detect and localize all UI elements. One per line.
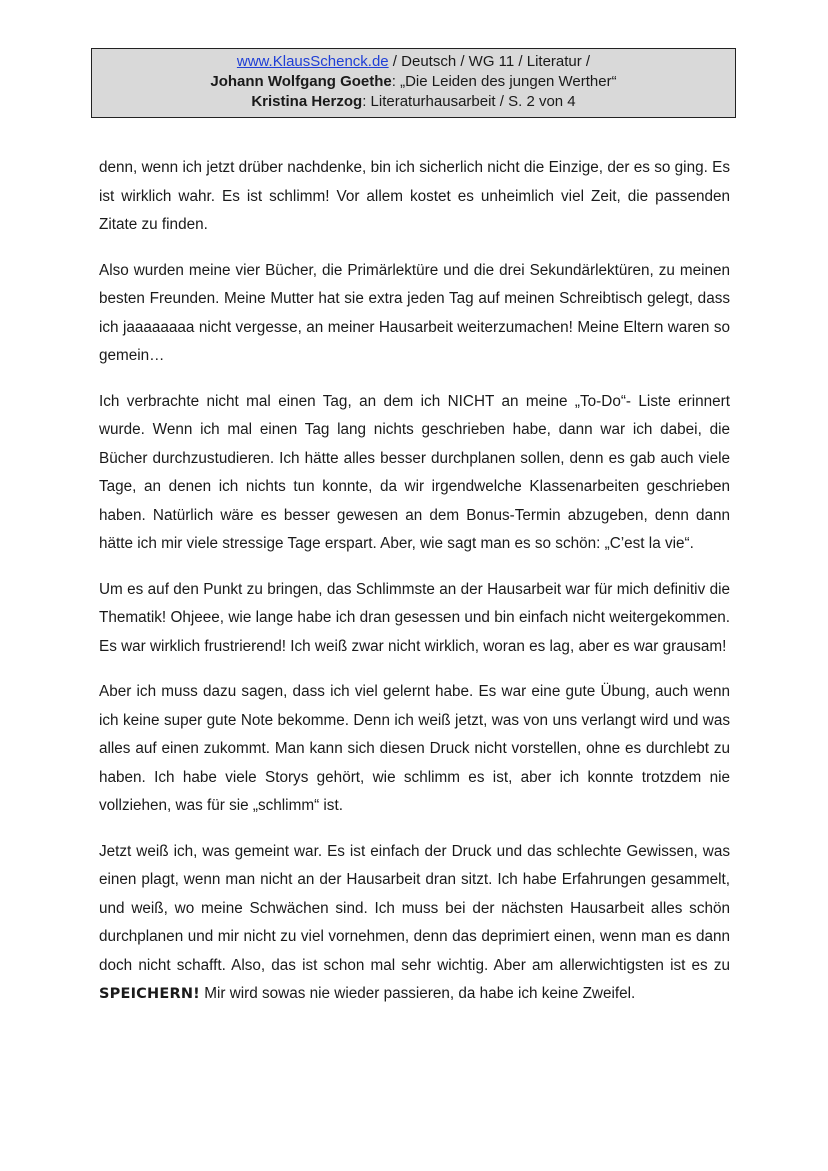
- document-header: [91, 48, 736, 118]
- work-title: : „Die Leiden des jungen Werther“: [391, 73, 617, 90]
- paragraph: Aber ich muss dazu sagen, dass ich viel gelernt habe. Es war eine gute Übung, auch wenn ich keine super gute Note bekomme. Denn ich weiß jetzt, was von uns verlangt wird und was alles auf einen zukommt. Man kann sich diesen Druck nicht vorstellen, ohne es durchlebt zu haben. Ich habe viele Storys gehört, wie schlimm es ist, aber ich konnte trotzdem nie vollziehen, was für sie „schlimm“ ist.: [99, 683, 730, 814]
- paragraph: denn, wenn ich jetzt drüber nachdenke, bin ich sicherlich nicht die Einzige, der es so ging. Es ist wirklich wahr. Es ist schlimm! Vor allem kostet es unheimlich viel Zeit, die passenden Zitate zu finden.: [99, 159, 730, 233]
- paragraph: Also wurden meine vier Bücher, die Primärlektüre und die drei Sekundärlektüren, zu meinen besten Freunden. Meine Mutter hat sie extra jeden Tag auf meinen Schreibtisch gelegt, dass ich jaaaaaaaa nicht vergesse, an meiner Hausarbeit weiterzumachen! Meine Eltern waren so gemein…: [99, 261, 730, 364]
- paragraph-last: [99, 838, 730, 1009]
- student-name: Kristina Herzog: [251, 93, 363, 110]
- header-line-2: [92, 72, 735, 92]
- paragraph: Um es auf den Punkt zu bringen, das Schlimmste an der Hausarbeit war für mich definitiv die Thematik! Ohjeee, wie lange habe ich dran gesessen und bin einfach nicht weitergekommen. Es war wirklich frustrierend! Ich weiß zwar nicht wirklich, woran es lag, aber es war grausam!: [99, 580, 730, 655]
- header-line-1: [92, 52, 735, 72]
- paragraph-last-ending: Mir wird sowas nie wieder passieren, da habe ich keine Zweifel.: [199, 985, 636, 1002]
- paragraph: Ich verbrachte nicht mal einen Tag, an dem ich NICHT an meine „To-Do“- Liste erinnert wurde. Wenn ich mal einen Tag lang nichts geschrieben habe, dann war ich dabei, die Bücher durchzustudieren. Ich hätte alles besser durchplanen sollen, denn es gab auch viele Tage, an denen ich nichts tun konnte, da wir irgendwelche Klassenarbeiten geschrieben haben. Natürlich wäre es besser gewesen an dem Bonus-Termin abzugeben, denn dann hätte ich mir viele stressige Tage erspart. Aber, wie sagt man es so schön: „C’est la vie“.: [99, 392, 730, 552]
- emphasis-save: SPEICHERN!: [99, 986, 200, 1002]
- page-info: : Literaturhausarbeit / S. 2 von 4: [362, 93, 576, 110]
- paragraph-last-text: Jetzt weiß ich, was gemeint war. Es ist einfach der Druck und das schlechte Gewissen, was einen plagt, wenn man nicht an der Hausarbeit dran sitzt. Ich habe Erfahrungen gesammelt, und weiß, wo meine Schwächen sind. Ich muss bei der nächsten Hausarbeit alles schön durchplanen und mir nicht zu viel vornehmen, denn das deprimiert einen, wenn man es dann doch nicht schafft. Also, das ist schon mal sehr wichtig. Aber am allerwichtigsten ist es zu: [99, 842, 730, 974]
- header-line-3: [92, 92, 735, 112]
- site-link[interactable]: www.KlausSchenck.de: [236, 53, 389, 70]
- author-name: Johann Wolfgang Goethe: [210, 73, 392, 90]
- breadcrumb-text: / Deutsch / WG 11 / Literatur /: [388, 53, 591, 70]
- document-body: [99, 154, 730, 1026]
